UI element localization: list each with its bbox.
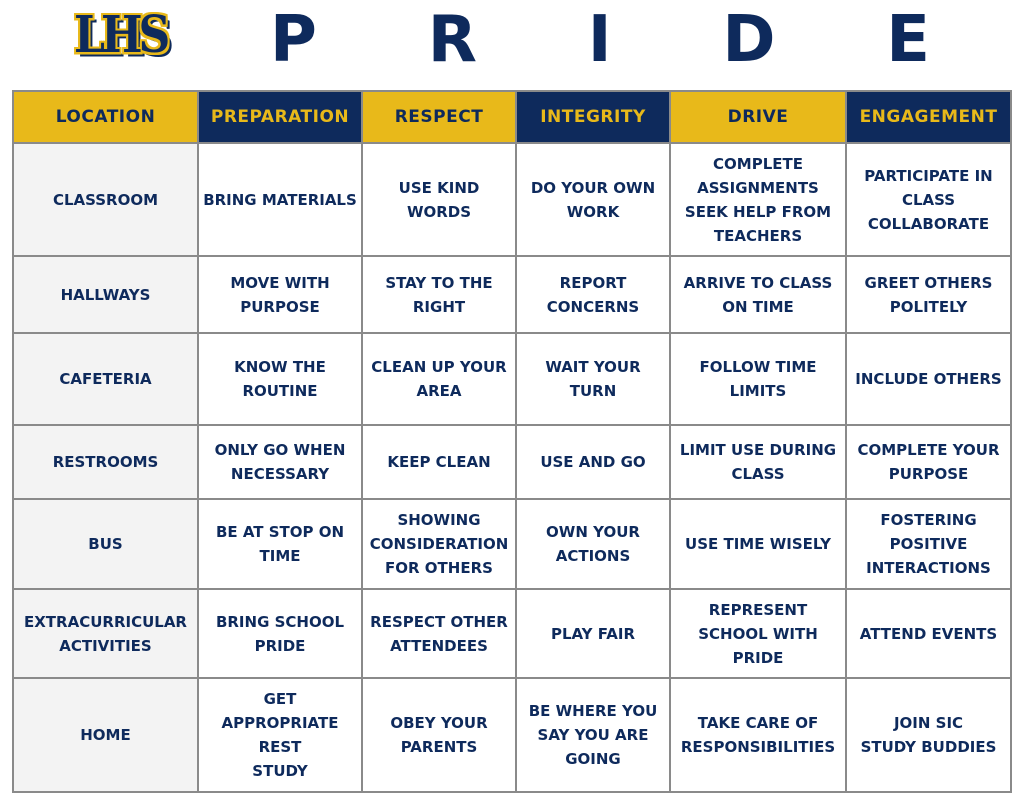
table-cell: OBEY YOUR PARENTS (362, 678, 516, 792)
header-location: LOCATION (13, 91, 198, 143)
table-cell: KEEP CLEAN (362, 425, 516, 499)
table-cell: MOVE WITH PURPOSE (198, 256, 362, 333)
table-cell: USE TIME WISELY (670, 499, 846, 589)
title-letter: R (427, 3, 477, 77)
table-cell: REPRESENT SCHOOL WITH PRIDE (670, 589, 846, 678)
table-cell: BRING MATERIALS (198, 143, 362, 256)
title-letter: I (587, 3, 612, 77)
table-cell: USE KIND WORDS (362, 143, 516, 256)
title-letter: E (886, 3, 930, 77)
table-row (13, 678, 1011, 792)
table-cell: FOLLOW TIME LIMITS (670, 333, 846, 425)
header-preparation: PREPARATION (198, 91, 362, 143)
header-drive: DRIVE (670, 91, 846, 143)
table-cell: GET APPROPRIATE REST STUDY (198, 678, 362, 792)
title-letter: P (270, 3, 317, 77)
pride-matrix-table (12, 90, 1012, 793)
table-cell: COMPLETE ASSIGNMENTS SEEK HELP FROM TEACHERS (670, 143, 846, 256)
table-row (13, 425, 1011, 499)
table-cell: JOIN SIC STUDY BUDDIES (846, 678, 1011, 792)
location-cell: RESTROOMS (13, 425, 198, 499)
table-cell: LIMIT USE DURING CLASS (670, 425, 846, 499)
table-cell: BE WHERE YOU SAY YOU ARE GOING (516, 678, 670, 792)
table-cell: BRING SCHOOL PRIDE (198, 589, 362, 678)
table-cell: PARTICIPATE IN CLASS COLLABORATE (846, 143, 1011, 256)
table-cell: RESPECT OTHER ATTENDEES (362, 589, 516, 678)
table-cell: WAIT YOUR TURN (516, 333, 670, 425)
header-row (13, 91, 1011, 143)
table-cell: BE AT STOP ON TIME (198, 499, 362, 589)
table-cell: USE AND GO (516, 425, 670, 499)
school-logo: LHS (74, 6, 167, 65)
header-integrity: INTEGRITY (516, 91, 670, 143)
table-cell: ARRIVE TO CLASS ON TIME (670, 256, 846, 333)
table-cell: DO YOUR OWN WORK (516, 143, 670, 256)
table-cell: SHOWING CONSIDERATION FOR OTHERS (362, 499, 516, 589)
table-row (13, 589, 1011, 678)
location-cell: BUS (13, 499, 198, 589)
title-letter: D (722, 3, 776, 77)
table-cell: OWN YOUR ACTIONS (516, 499, 670, 589)
table-cell: ATTEND EVENTS (846, 589, 1011, 678)
table-cell: PLAY FAIR (516, 589, 670, 678)
table-row (13, 333, 1011, 425)
table-row (13, 499, 1011, 589)
table-cell: ONLY GO WHEN NECESSARY (198, 425, 362, 499)
table-cell: INCLUDE OTHERS (846, 333, 1011, 425)
header-engagement: ENGAGEMENT (846, 91, 1011, 143)
location-cell: CAFETERIA (13, 333, 198, 425)
page-title (270, 0, 930, 80)
table-cell: COMPLETE YOUR PURPOSE (846, 425, 1011, 499)
table-cell: FOSTERING POSITIVE INTERACTIONS (846, 499, 1011, 589)
table-row (13, 143, 1011, 256)
table-cell: GREET OTHERS POLITELY (846, 256, 1011, 333)
location-cell: HOME (13, 678, 198, 792)
location-cell: EXTRACURRICULAR ACTIVITIES (13, 589, 198, 678)
table-cell: REPORT CONCERNS (516, 256, 670, 333)
location-cell: HALLWAYS (13, 256, 198, 333)
table-cell: KNOW THE ROUTINE (198, 333, 362, 425)
table-cell: TAKE CARE OF RESPONSIBILITIES (670, 678, 846, 792)
location-cell: CLASSROOM (13, 143, 198, 256)
table-cell: STAY TO THE RIGHT (362, 256, 516, 333)
header-respect: RESPECT (362, 91, 516, 143)
table-cell: CLEAN UP YOUR AREA (362, 333, 516, 425)
table-row (13, 256, 1011, 333)
